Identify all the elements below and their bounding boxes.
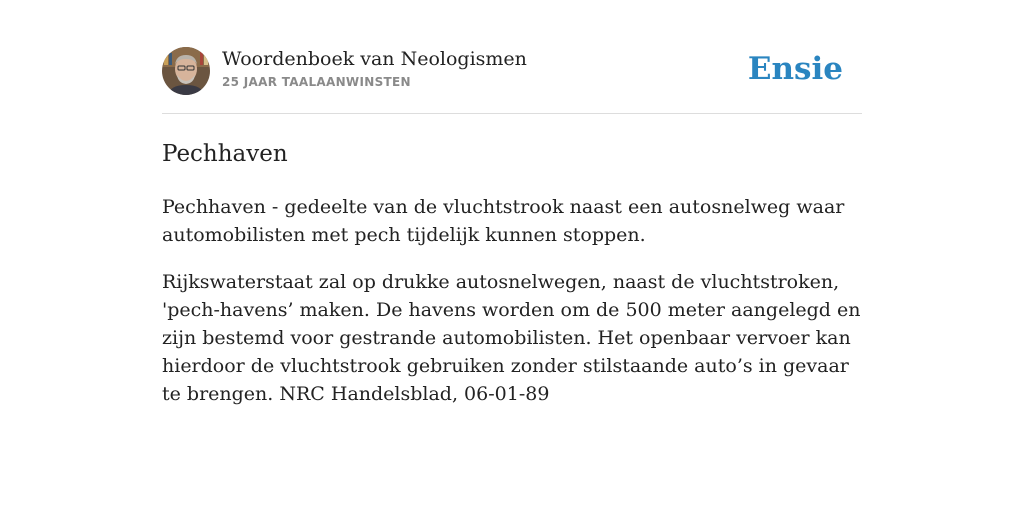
- site-title[interactable]: Woordenboek van Neologismen: [222, 48, 527, 70]
- site-subtitle: 25 JAAR TAALAANWINSTEN: [222, 75, 411, 89]
- header: [162, 45, 862, 114]
- brand-logo-link[interactable]: Ensie: [747, 51, 843, 87]
- entry-definition: Pechhaven - gedeelte van de vluchtstrook naast een autosnelweg waar automobilisten met pech tijdelijk kunnen stoppen.: [162, 196, 845, 246]
- entry-title: Pechhaven: [162, 141, 288, 167]
- entry-quote: Rijkswaterstaat zal op drukke autosnelwegen, naast de vluchtstroken, 'pech-havens’ maken. De havens worden om de 500 meter aangelegd en zijn bestemd voor gestrande automobilisten. Het openbaar vervoer kan hierdoor de vluchtstrook gebruiken zonder stilstaande auto’s in gevaar te brengen. NRC Handelsblad, 06-01-89: [162, 271, 861, 405]
- entry-card: [162, 45, 862, 408]
- author-portrait-icon: [162, 47, 210, 95]
- avatar[interactable]: [162, 47, 210, 95]
- title-block: [222, 47, 527, 89]
